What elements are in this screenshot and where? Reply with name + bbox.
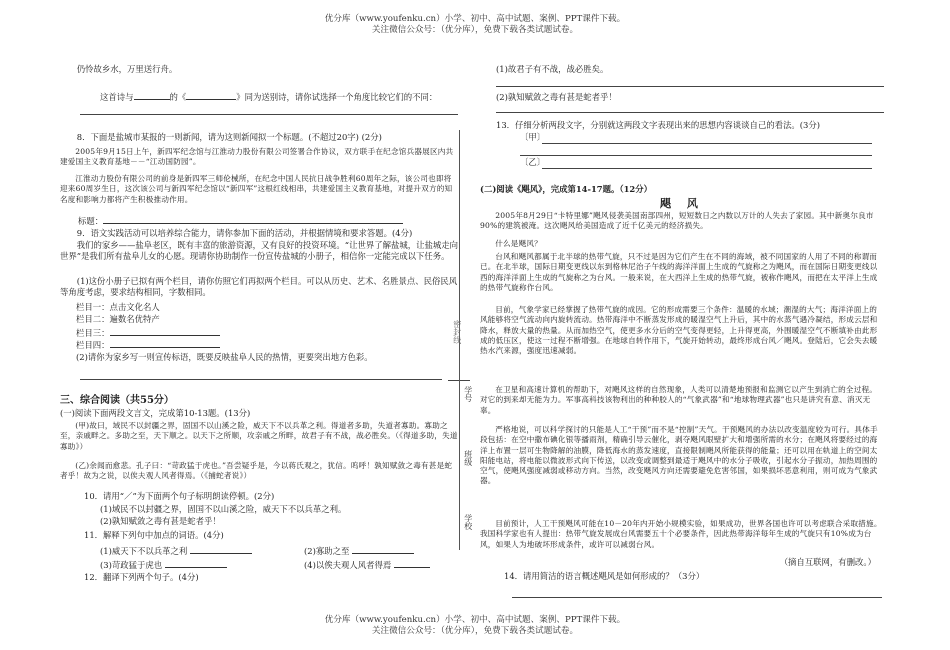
column-4-label: 栏目四： bbox=[76, 340, 110, 350]
q11-blank-4[interactable] bbox=[394, 558, 430, 568]
translate-sentence-2: (2)孰知赋敛之毒有甚是蛇者乎！ bbox=[496, 92, 617, 102]
q11-blank-3[interactable] bbox=[165, 558, 227, 568]
question-9: 9．语文实践活动可以培养综合能力，请你参加下面的活动，并根据情境和要求答题。(4分) bbox=[76, 228, 413, 238]
column-3-blank[interactable] bbox=[110, 326, 220, 336]
article-para-7: 目前预计，人工干预飓风可能在10－20年内开始小规模实验，如果成功，世界各国也许可以考虑联合采取措施。我国科学家也有人提出：热带气旋发展成台风需要五十个必要条件，因此热带海洋每年生成的气旋只有10%成为台风，如果人为地破坏形成条件，或许可以减弱台风。 bbox=[480, 519, 882, 549]
q9-intro: 我们的家乡——盐阜老区，既有丰富的旅游资源，又有良好的投资环境。“让世界了解盐城，让盐城走向世界”是我们所有盐阜儿女的心愿。现请你协助制作一份宣传盐城的小册子，相信你一定能完成以下任务。 bbox=[60, 240, 458, 262]
translate-line-2[interactable] bbox=[496, 112, 884, 113]
q13-jia-line-2[interactable] bbox=[520, 155, 872, 156]
news-para-2: 江淮动力股份有限公司的前身是新四军三师伦械所，在纪念中国人民抗日战争胜利60周年之际，该公司也即将迎来60周岁生日，这次该公司与新四军纪念馆以“新四军”这根红线相串，共建爱国主义教育基地，对提升双方的知名度和影响力都将产生积极推动作用。 bbox=[60, 174, 453, 204]
q13-yi-line[interactable] bbox=[542, 168, 872, 169]
q11-item-4-text: (4)以俟夫观人风者得焉 bbox=[304, 560, 392, 570]
slogan-answer-line[interactable] bbox=[80, 379, 442, 380]
article-para-1: 2005年8月29日“卡特里娜”飓风侵袭美国南部四州，短短数日之内数以万计的人失去了家园。其中新奥尔良市90%的建筑被淹。这次飓风给美国造成了近千亿美元的经济损失。 bbox=[480, 211, 874, 231]
column-2: 栏目二：遍数名优特产 bbox=[76, 314, 160, 324]
q13-yi-label: 〔乙〕 bbox=[520, 157, 546, 167]
header-line2: 关注微信公众号：（优分库），免费下载各类试题试卷。 bbox=[371, 25, 579, 36]
footer-line2: 关注微信公众号：（优分库），免费下载各类试题试卷。 bbox=[371, 626, 579, 637]
news-para-1: 2005年9月15日上午，新四军纪念馆与江淮动力股份有限公司签署合作协议，双方联手在纪念馆兵器展区内共建爱国主义教育基地－－“江动国防园”。 bbox=[60, 147, 454, 167]
q11-item-1 bbox=[100, 544, 252, 557]
q11-item-3-text: (3)苛政猛于虎也 bbox=[100, 560, 163, 570]
q11-item-3 bbox=[100, 558, 227, 571]
q7-text-c: 》同为送别诗，请你试选择一个角度比较它们的不同： bbox=[236, 92, 438, 102]
column-1: 栏目一：点击文化名人 bbox=[76, 302, 160, 312]
subsection-1: (一)阅读下面两段文言文，完成第10-13题。(13分) bbox=[60, 408, 251, 418]
q11-blank-1[interactable] bbox=[190, 544, 252, 554]
column-4 bbox=[76, 338, 220, 351]
question-10: 10．请用“／”为下面两个句子标明朗读停顿。(2分) bbox=[84, 491, 275, 501]
q14-answer-line[interactable] bbox=[512, 597, 882, 598]
article-para-3: 台风和飓风都属于北半球的热带气旋，只不过是因为它们产生在不同的海域，被不同国家的人用了不同的称谓而已。在北半球，国际日期变更线以东到格林尼治子午线的海洋洋面上生成的气旋称之为飓风，而在国际日期变更线以西的海洋洋面上生成的气旋称之为台风。一般来说，在大西洋上生成的热带气旋，被称作飓风，而把在太平洋上生成的热带气旋称作台风。 bbox=[480, 252, 878, 292]
title-answer bbox=[78, 214, 403, 227]
q13-jia-line[interactable] bbox=[542, 143, 872, 144]
title-label: 标题： bbox=[78, 216, 104, 226]
article-para-6: 严格地说，可以科学探讨的只能是人工“干预”而不是“控制”天气。干预飓风的办法以改变温度较为可行。具体手段包括：在空中撒布碘化银等播雨剂，精确引导云催化，剥夺飓风眼壁扩大和增强所需的水分；在飓风将要经过的海洋上布置一层可生物降解的油膜，降低海水的蒸发速度，直接限制飓风所能获得的能量；还可以用在轨道上的空间太阳能电站，将电能以微波形式向下传送，以改变或调整到最适于飓风中的水分子吸收，引起水分子振动，加热周围的空气，使飓风强度减弱或移动方向。当然，改变飓风方向还需要避免危害邻国，如果损坏恶意利用，则可成为气象武器。 bbox=[480, 425, 878, 486]
binding-label-school: 学校 bbox=[463, 514, 473, 530]
column-3-label: 栏目三： bbox=[76, 328, 110, 338]
header-line1: 优分库（www.youfenku.cn）小学、初中、高中试题、案例、PPT课件下载。 bbox=[324, 14, 626, 24]
article-para-5: 在卫星和高速计算机的帮助下，对飓风这样的自然现象，人类可以清楚地预报和监测它以产生到消亡的全过程。对它的到来却无能为力。军事高科技该物利出的种种胶人的“气象武器”和“地球物理武器”也只是讲究有意、消灭无辜。 bbox=[480, 385, 878, 415]
q10-sentence-2: (2)孰知赋敛之毒有甚是蛇者乎！ bbox=[100, 516, 221, 526]
binding-label-class: 班级 bbox=[463, 450, 473, 466]
page-header bbox=[0, 14, 950, 36]
question-11: 11．解释下列句中加点的词语。(4分) bbox=[84, 530, 224, 540]
section-3-heading: 三、综合阅读（共55分） bbox=[60, 395, 174, 406]
article-para-2: 什么是飓风？ bbox=[495, 239, 542, 248]
binding-seal: 密封线 bbox=[452, 320, 462, 344]
q7-text-a: 这首诗与 bbox=[100, 92, 134, 102]
q11-blank-2[interactable] bbox=[352, 544, 414, 554]
translate-line-1[interactable] bbox=[496, 86, 884, 87]
title-answer-line[interactable] bbox=[103, 214, 403, 224]
question-7 bbox=[100, 90, 460, 103]
q11-item-4 bbox=[304, 558, 430, 571]
question-8: 8．下面是盐城市某报的一则新闻，请为这则新闻拟一个标题。(不超过20字) (2分) bbox=[76, 132, 382, 142]
q11-item-1-text: (1)威天下不以兵革之利 bbox=[100, 546, 188, 556]
q7-blank-author[interactable] bbox=[134, 90, 170, 100]
q7-answer-line[interactable] bbox=[80, 114, 458, 115]
article-para-4: 目前，气象学家已经掌握了热带气旋的成因。它的形成需要三个条件：温暖的水域；潮湿的大气；海洋洋面上的风能够将空气流动向内旋转流动。热带海洋中不断蒸发形成的暖湿空气上升后，其中的水蒸气遇冷凝结，形成云层和降水，释放大量的热量。从而加热空气，使更多水分后的空气变得更轻，上升得更高，外围暖湿空气不断填补由此形成的低压区，使这一过程不断增强。在地球自转作用下，气旋开始转动，最终形成台风／飓风。登陆后，它会失去暖热水汽来源，强度迅速减弱。 bbox=[480, 305, 878, 355]
passage-yi: (乙)余闻而愈悲。孔子曰：“苛政猛于虎也。”吾尝疑乎是，今以蒋氏观之，犹信。呜呼！孰知赋敛之毒有甚是蛇者乎！故为之说，以俟夫观人风者得焉。（《捕蛇者说》） bbox=[60, 461, 453, 481]
q10-sentence-1: (1)域民不以封疆之界，固国不以山溪之险，威天下不以兵革之利。 bbox=[100, 504, 347, 514]
q13-jia-label: 〔甲〕 bbox=[520, 132, 546, 142]
binding-label-student-id: 学号 bbox=[463, 386, 473, 402]
q9-part2: (2)请你为家乡写一则宣传标语，既要反映盐阜人民的热情，更要突出地方色彩。 bbox=[76, 352, 373, 362]
q9-part1: (1)这份小册子已拟有两个栏目，请你仿照它们再拟两个栏目。可以从历史、艺术、名胜景点、民俗民风等角度考虑，要求结构相同，字数相同。 bbox=[60, 276, 458, 298]
translate-sentence-1: (1)故君子有不战，战必胜矣。 bbox=[496, 64, 609, 74]
poem-line: 仍怜故乡水，万里送行舟。 bbox=[76, 64, 178, 74]
footer-line1: 优分库（www.youfenku.cn）小学、初中、高中试题、案例、PPT课件下载。 bbox=[324, 615, 626, 625]
article-title: 飓 风 bbox=[660, 197, 704, 210]
column-4-blank[interactable] bbox=[110, 338, 220, 348]
q11-item-2-text: (2)寡助之至 bbox=[304, 546, 350, 556]
article-source: （摘自互联网，有删改。） bbox=[779, 557, 876, 567]
question-13: 13．仔细分析两段文字，分别就这两段文字表现出来的思想内容谈谈自己的看法。(3分) bbox=[496, 120, 821, 130]
q7-blank-title[interactable] bbox=[186, 90, 236, 100]
page-footer bbox=[0, 615, 950, 637]
q7-text-b: 的《 bbox=[169, 92, 187, 102]
subsection-2: (二)阅读《飓风》，完成第14-17题。（12分） bbox=[480, 184, 652, 194]
passage-jia: (甲)故曰，域民不以封疆之界，固国不以山溪之险，威天下不以兵革之利。得道者多助，失道者寡助。寡助之至，亲戚畔之。多助之至，天下顺之。以天下之所顺，攻亲戚之所畔，故君子有不战，战必胜矣。（《得道多助，失道寡助》） bbox=[60, 421, 458, 451]
question-14: 14．请用简洁的语言概述飓风是如何形成的？（3分） bbox=[504, 571, 705, 581]
q11-item-2 bbox=[304, 544, 414, 557]
question-12: 12．翻译下列两个句子。(4分) bbox=[84, 572, 199, 582]
